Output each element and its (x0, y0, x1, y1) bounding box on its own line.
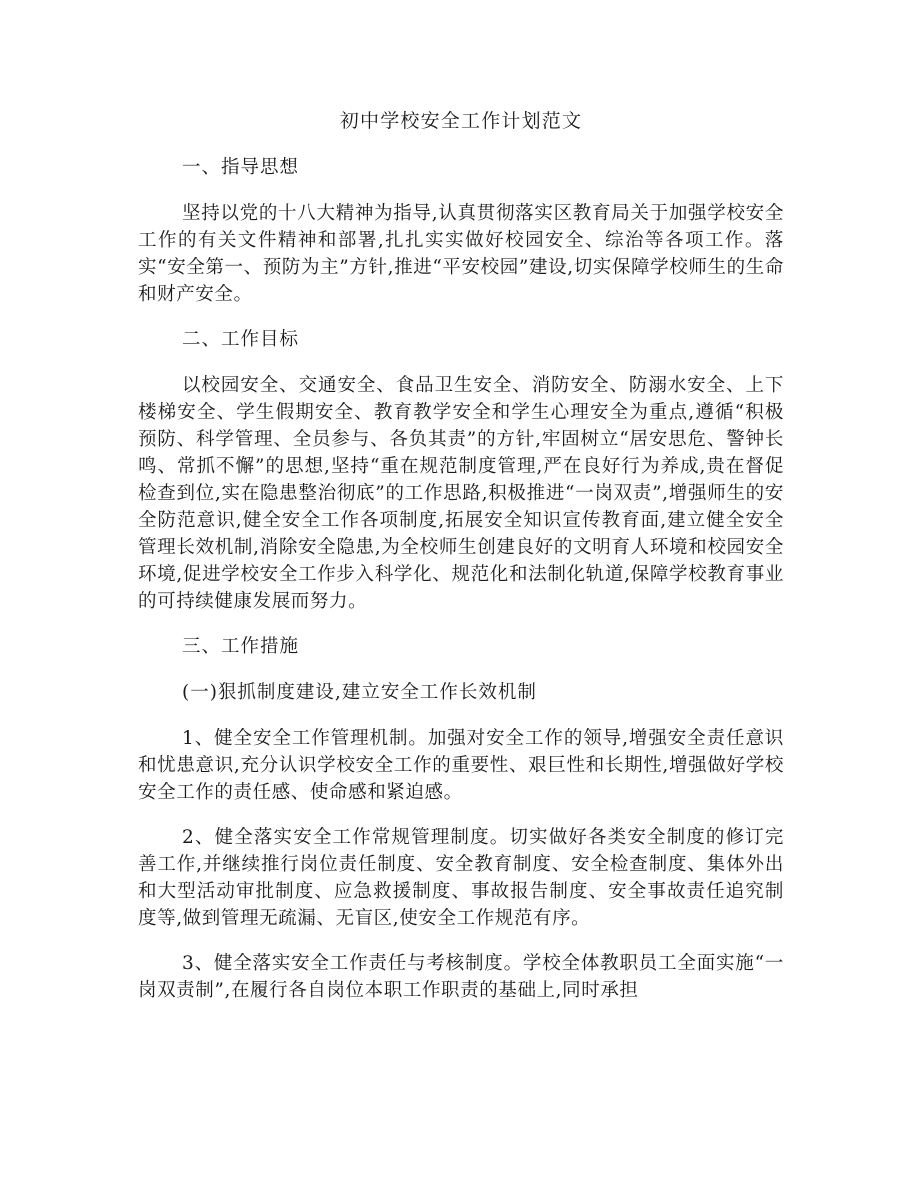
paragraph-item-1: 1、健全安全工作管理机制。加强对安全工作的领导,增强安全责任意识和忧患意识,充分认识学校安全工作的重要性、艰巨性和长期性,增强做好学校安全工作的责任感、使命感和紧迫感。 (138, 728, 784, 803)
subsection-heading-system-building: (一)狠抓制度建设,建立安全工作长效机制 (182, 682, 537, 703)
document-title: 初中学校安全工作计划范文 (339, 110, 583, 132)
section-heading-work-goals: 二、工作目标 (182, 329, 300, 350)
document-body (138, 107, 784, 1022)
section-heading-work-measures: 三、工作措施 (182, 636, 300, 657)
section-heading-guiding-ideology: 一、指导思想 (182, 157, 300, 178)
paragraph-item-2: 2、健全落实安全工作常规管理制度。切实做好各类安全制度的修订完善工作,并继续推行岗位责任制度、安全教育制度、安全检查制度、集体外出和大型活动审批制度、应急救援制度、事故报告制度、安全事故责任追究制度等,做到管理无疏漏、无盲区,使安全工作规范有序。 (138, 827, 784, 929)
paragraph-guiding-ideology: 坚持以党的十八大精神为指导,认真贯彻落实区教育局关于加强学校安全工作的有关文件精神和部署,扎扎实实做好校园安全、综治等各项工作。落实“安全第一、预防为主”方针,推进“平安校园”建设,切实保障学校师生的生命和财产安全。 (138, 203, 784, 305)
paragraph-work-goals: 以校园安全、交通安全、食品卫生安全、消防安全、防溺水安全、上下楼梯安全、学生假期安全、教育教学安全和学生心理安全为重点,遵循“积极预防、科学管理、全员参与、各负其责”的方针,牢固树立“居安思危、警钟长鸣、常抓不懈”的思想,坚持“重在规范制度管理,严在良好行为养成,贵在督促检查到位,实在隐患整治彻底”的工作思路,积极推进“一岗双责”,增强师生的安全防范意识,健全安全工作各项制度,拓展安全知识宣传教育面,建立健全安全管理长效机制,消除安全隐患,为全校师生创建良好的文明育人环境和校园安全环境,促进学校安全工作步入科学化、规范化和法制化轨道,保障学校教育事业的可持续健康发展而努力。 (138, 375, 784, 612)
paragraph-item-3: 3、健全落实安全工作责任与考核制度。学校全体教职员工全面实施“一岗双责制”,在履行各自岗位本职工作职责的基础上,同时承担 (138, 953, 784, 1001)
